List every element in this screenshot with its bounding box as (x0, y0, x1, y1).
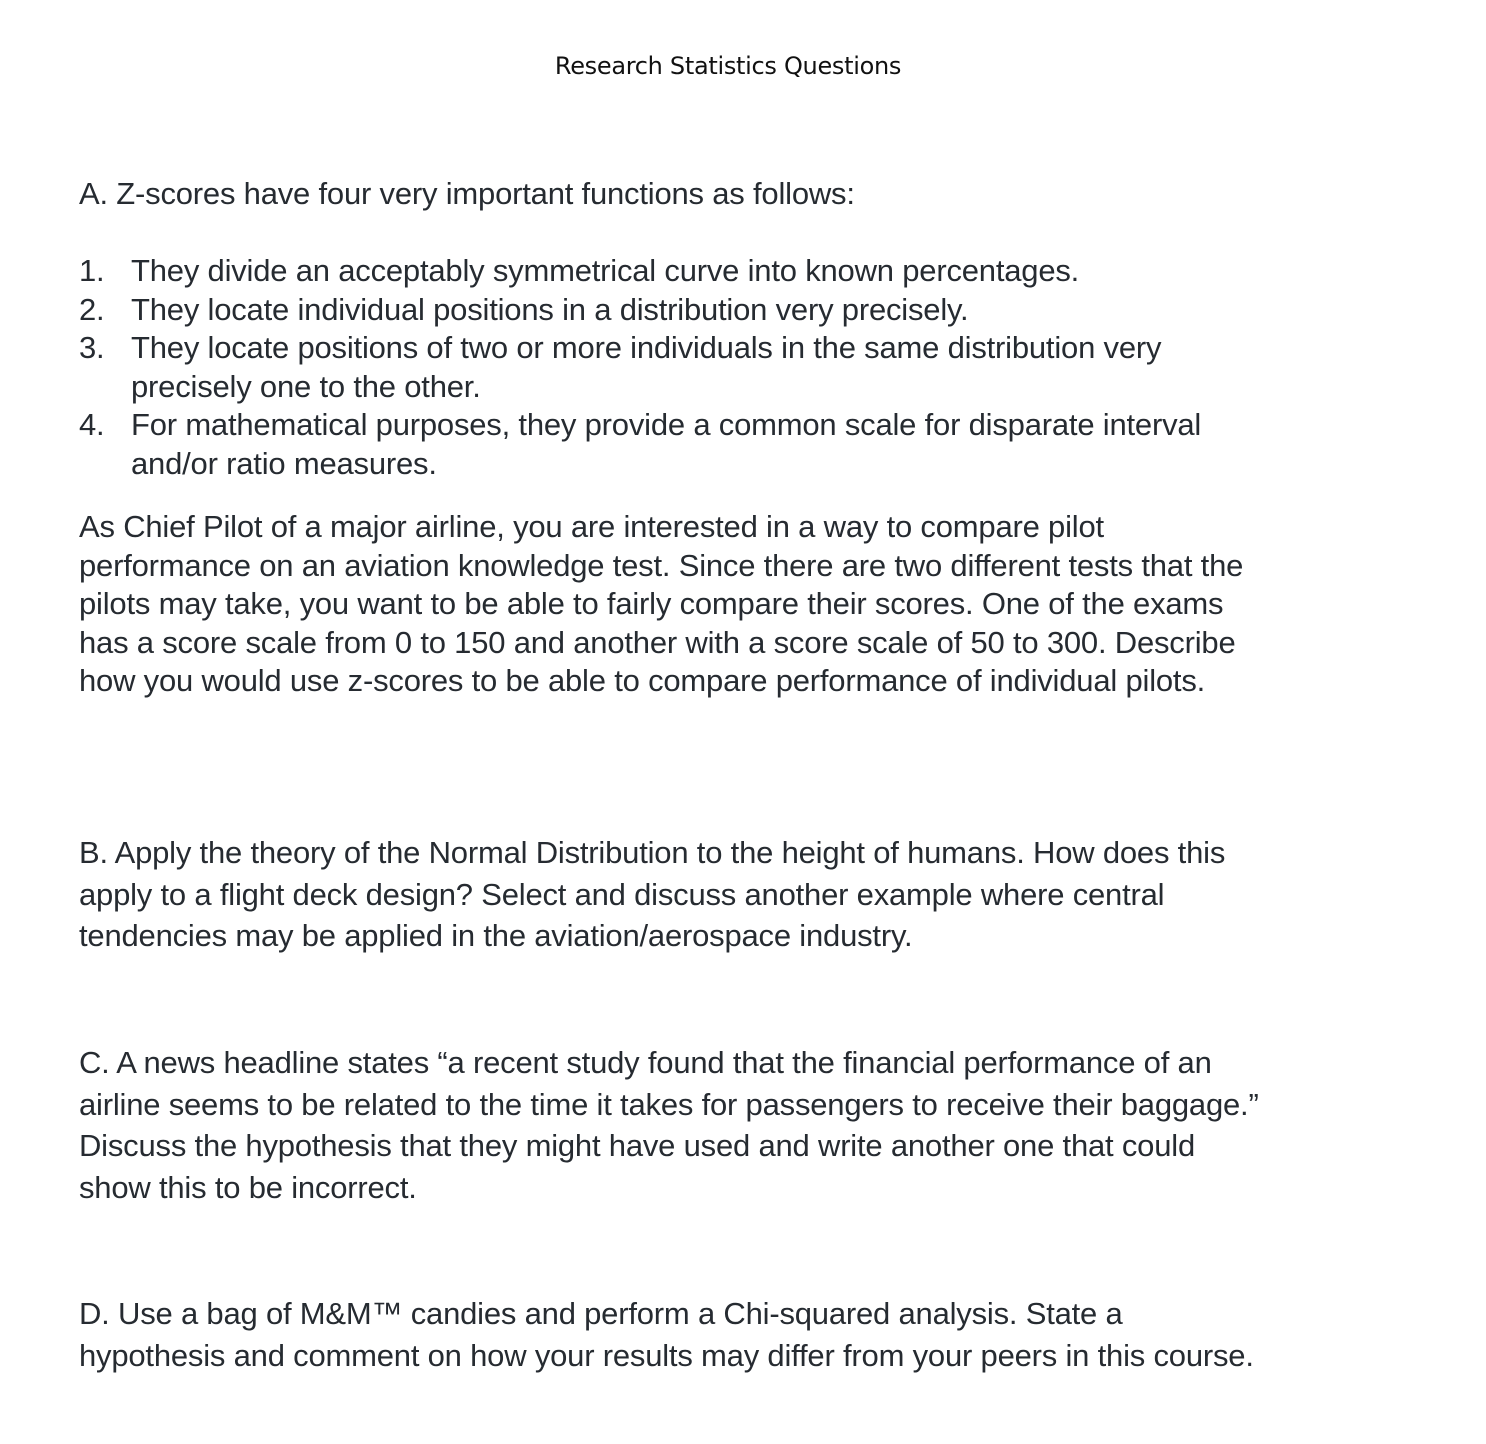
text-line: apply to a flight deck design? Select and discuss another example where central (79, 876, 1165, 912)
z-score-functions-list (79, 252, 1409, 484)
list-item-number: 3. (79, 330, 105, 366)
list-item-text: They divide an acceptably symmetrical curve into known percentages. (131, 253, 1080, 288)
list-item (79, 252, 1409, 291)
text-line: has a score scale from 0 to 150 and another with a score scale of 50 to 300. Describe (79, 624, 1236, 660)
text-line: airline seems to be related to the time it takes for passengers to receive their baggage.” (79, 1086, 1259, 1122)
text-line: As Chief Pilot of a major airline, you are interested in a way to compare pilot (79, 509, 1104, 544)
list-item (79, 329, 1409, 406)
list-item-number: 4. (79, 407, 105, 443)
text-line: pilots may take, you want to be able to fairly compare their scores. One of the exams (79, 586, 1224, 622)
list-item-text: and/or ratio measures. (131, 445, 437, 481)
text-line: B. Apply the theory of the Normal Distribution to the height of humans. How does this (79, 835, 1226, 870)
list-item-text: For mathematical purposes, they provide a common scale for disparate interval (131, 407, 1202, 443)
page-title: Research Statistics Questions (554, 52, 902, 80)
list-item (79, 291, 1409, 330)
list-item (79, 406, 1409, 483)
section-b-question (79, 832, 1409, 957)
text-line: show this to be incorrect. (79, 1169, 417, 1205)
text-line: C. A news headline states “a recent study found that the financial performance of an (79, 1045, 1212, 1080)
list-item-number: 2. (79, 291, 105, 327)
section-a-intro: A. Z-scores have four very important functions as follows: (79, 176, 855, 211)
list-item-text: They locate positions of two or more individuals in the same distribution very (131, 330, 1162, 366)
list-item-text: precisely one to the other. (131, 368, 481, 404)
text-line: hypothesis and comment on how your results may differ from your peers in this course. (79, 1337, 1254, 1373)
text-line: performance on an aviation knowledge test. Since there are two different tests that the (79, 547, 1244, 583)
text-line: tendencies may be applied in the aviation/aerospace industry. (79, 918, 913, 953)
list-item-number: 1. (79, 253, 105, 288)
text-line: Discuss the hypothesis that they might have used and write another one that could (79, 1128, 1195, 1163)
section-c-question (79, 1042, 1409, 1208)
text-line: how you would use z-scores to be able to compare performance of individual pilots. (79, 663, 1206, 699)
text-line: D. Use a bag of M&M™ candies and perform a Chi-squared analysis. State a (79, 1296, 1123, 1331)
list-item-text: They locate individual positions in a distribution very precisely. (131, 291, 969, 327)
section-d-question (79, 1293, 1409, 1376)
section-a-question (79, 508, 1409, 701)
